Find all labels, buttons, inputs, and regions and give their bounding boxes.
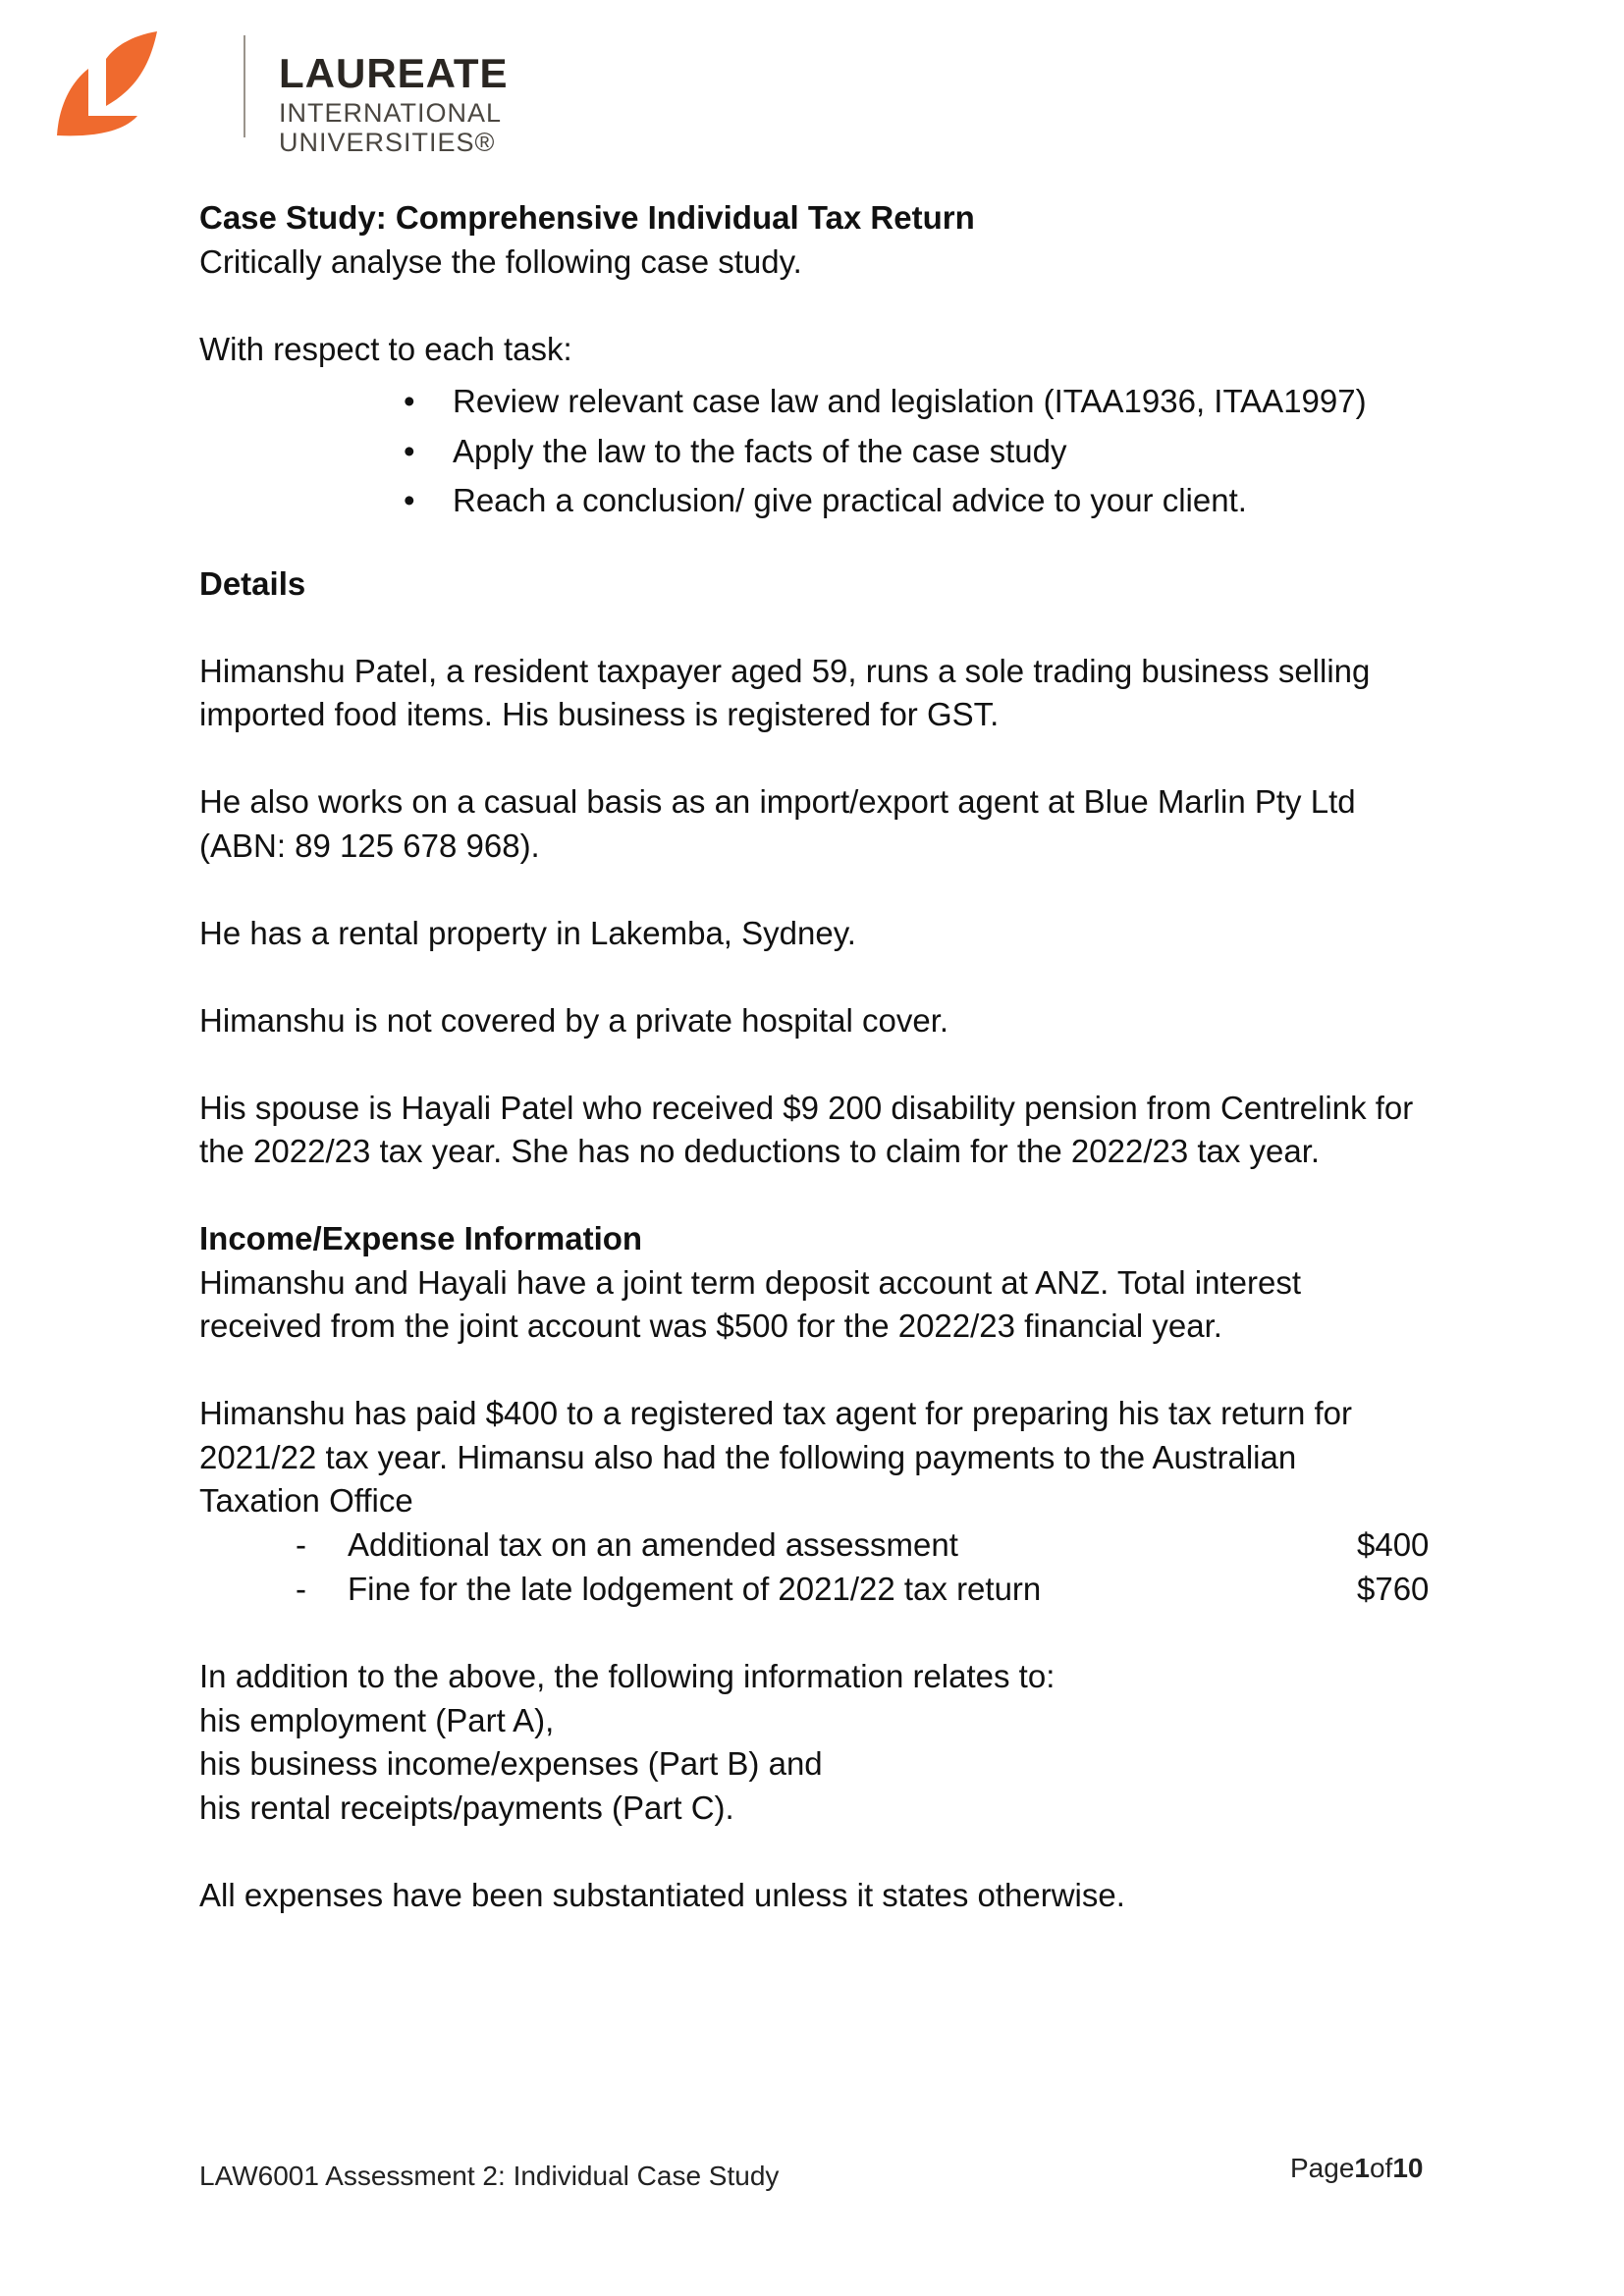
closing-statement: All expenses have been substantiated unless it states otherwise. <box>199 1876 1125 1913</box>
bullet-icon: • <box>404 482 415 518</box>
payment-amount: $760 <box>1357 1570 1430 1607</box>
task-list <box>199 377 1466 526</box>
intro-text: Critically analyse the following case study. <box>199 242 802 280</box>
income-paragraph: Taxation Office <box>199 1482 413 1519</box>
logo-divider <box>244 35 245 137</box>
footer-course-label: LAW6001 Assessment 2: Individual Case Study <box>199 2161 780 2191</box>
list-item: • Reach a conclusion/ give practical advice to your client. <box>199 476 1466 526</box>
details-paragraph: He also works on a casual basis as an import/export agent at Blue Marlin Pty Ltd <box>199 783 1356 820</box>
details-paragraph: He has a rental property in Lakemba, Sydney. <box>199 914 856 951</box>
document-title: Case Study: Comprehensive Individual Tax Return <box>199 199 975 236</box>
details-paragraph: (ABN: 89 125 678 968). <box>199 827 540 864</box>
footer-page-number: Page1of10 <box>1290 2153 1424 2183</box>
income-paragraph: 2021/22 tax year. Himansu also had the following payments to the Australian <box>199 1438 1297 1475</box>
additional-info: his business income/expenses (Part B) and <box>199 1745 823 1782</box>
details-paragraph: Himanshu Patel, a resident taxpayer aged 59, runs a sole trading business selling <box>199 652 1371 689</box>
payment-row <box>199 1568 1466 1612</box>
list-item: • Apply the law to the facts of the case study <box>199 427 1466 477</box>
details-paragraph: imported food items. His business is registered for GST. <box>199 696 1000 732</box>
logo-name-line2: INTERNATIONAL <box>279 98 503 128</box>
payment-label: Fine for the late lodgement of 2021/22 tax return <box>348 1570 1042 1607</box>
payment-amount: $400 <box>1357 1525 1430 1563</box>
income-paragraph: received from the joint account was $500 for the 2022/23 financial year. <box>199 1308 1222 1344</box>
additional-info: In addition to the above, the following information relates to: <box>199 1658 1056 1694</box>
logo-name-line3: UNIVERSITIES® <box>279 128 496 157</box>
document-body <box>199 196 1466 1917</box>
income-heading: Income/Expense Information <box>199 1220 643 1256</box>
income-paragraph: Himanshu has paid $400 to a registered tax agent for preparing his tax return for <box>199 1395 1353 1431</box>
payment-row <box>199 1523 1466 1568</box>
bullet-icon: • <box>404 432 415 469</box>
additional-info: his employment (Part A), <box>199 1701 555 1738</box>
additional-info: his rental receipts/payments (Part C). <box>199 1789 734 1826</box>
bullet-icon: • <box>404 383 415 419</box>
details-paragraph: the 2022/23 tax year. She has no deductions to claim for the 2022/23 tax year. <box>199 1133 1321 1169</box>
details-paragraph: His spouse is Hayali Patel who received $9 200 disability pension from Centrelink for <box>199 1089 1414 1126</box>
details-heading: Details <box>199 564 306 602</box>
details-paragraph: Himanshu is not covered by a private hospital cover. <box>199 1001 949 1039</box>
dash-bullet-icon: - <box>296 1570 306 1607</box>
logo-wordmark <box>279 50 509 157</box>
laureate-leaf-icon <box>55 29 163 137</box>
income-paragraph: Himanshu and Hayali have a joint term deposit account at ANZ. Total interest <box>199 1263 1301 1301</box>
dash-bullet-icon: - <box>296 1525 306 1563</box>
payment-label: Additional tax on an amended assessment <box>348 1525 958 1563</box>
logo-name-main: LAUREATE <box>279 50 509 96</box>
laureate-logo <box>55 29 509 157</box>
task-lead: With respect to each task: <box>199 330 572 367</box>
list-item: • Review relevant case law and legislation (ITAA1936, ITAA1997) <box>199 377 1466 427</box>
